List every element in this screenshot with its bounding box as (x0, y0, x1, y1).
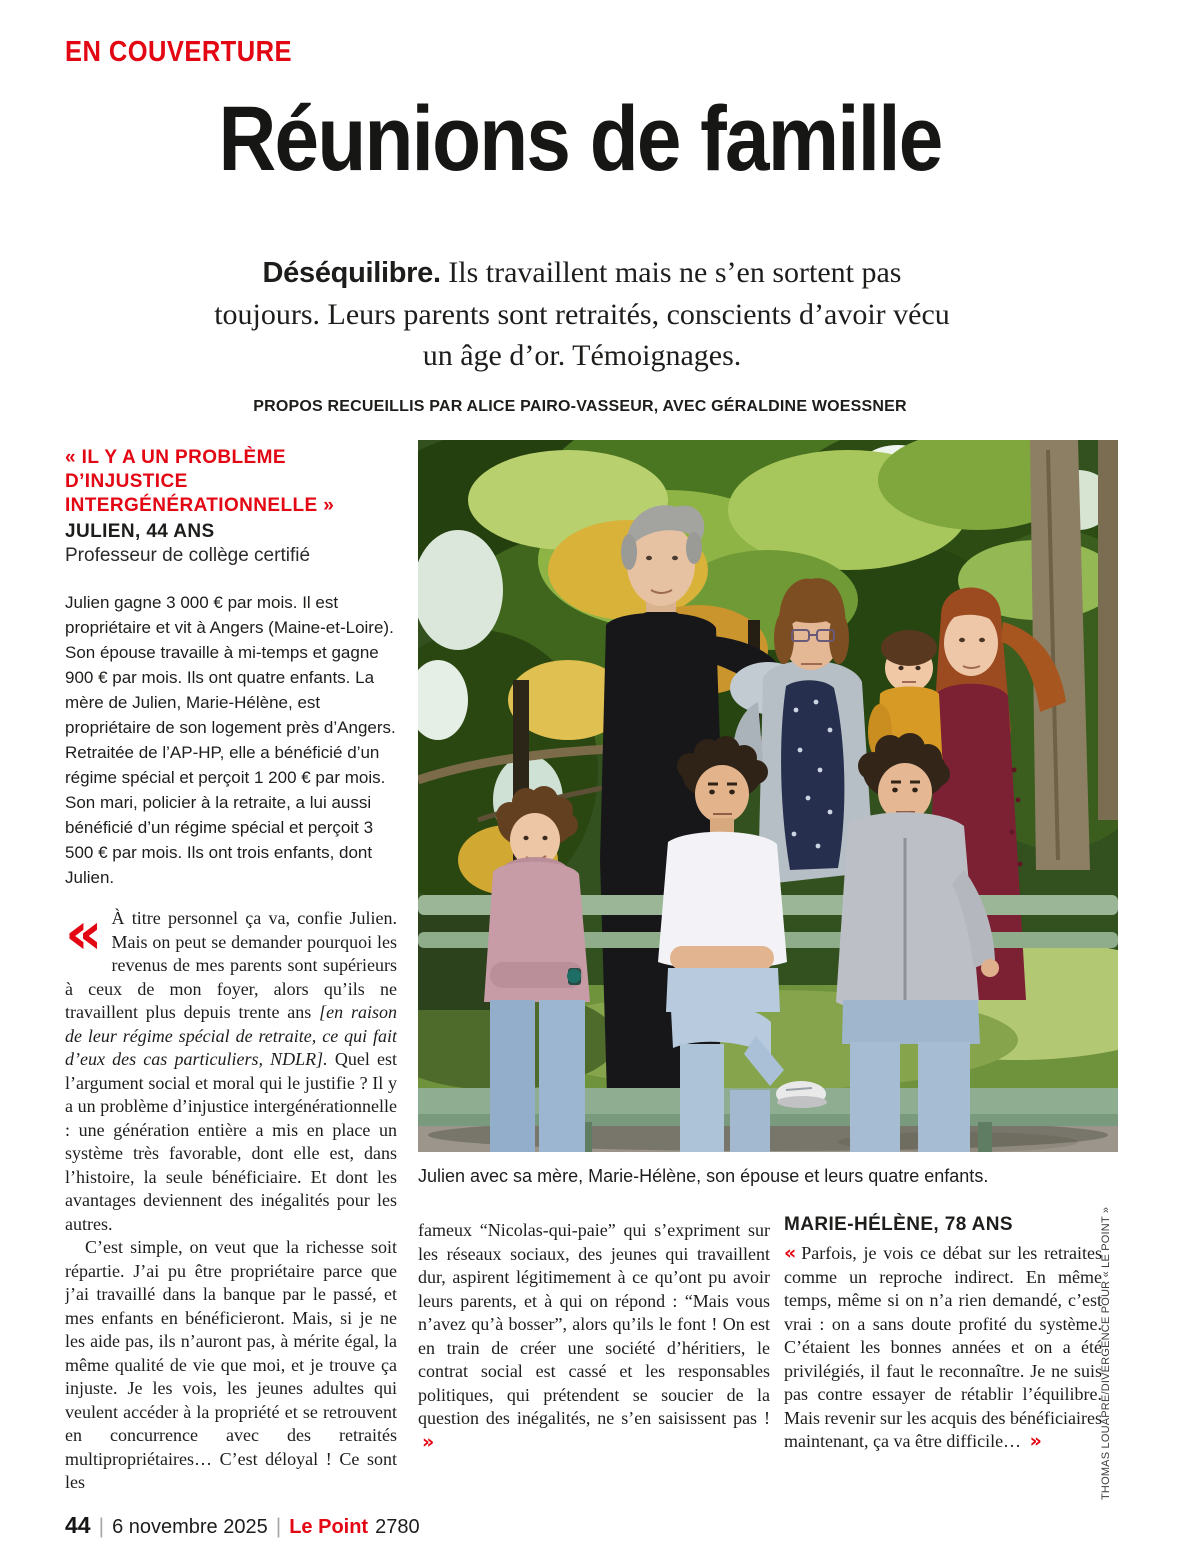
standfirst-text: Ils travaillent mais ne s’en sortent pas toujours. Leurs parents sont retraités, conscients d’avoir vécu un âge d’or. Témoignages. (214, 256, 950, 372)
julien-quote-text-3: fameux “Nicolas-qui-paie” qui s’expriment sur les réseaux sociaux, des jeunes qui travaillent dur, aspirent légitimement à ce qu’ont pu avoir leurs parents, et à qui on répond : “Mais vous n’avez qu’à bosser”, alors qu’ils le font ! On est en train de créer une société d’héritiers, le contrat social est cassé et les responsables politiques, qui prétendent se soucier de la question des inégalités, ne s’en saisissent pas ! (418, 1220, 770, 1428)
standfirst-lead: Déséquilibre. (262, 257, 441, 289)
column-marie-helene (784, 1213, 1102, 1505)
family-photo-illustration (418, 440, 1118, 1152)
julien-quote-paragraph-3 (418, 1219, 770, 1454)
julien-quote-text-1: À titre personnel ça va, confie Julien. Mais on peut se demander pourquoi les revenus de mes parents sont supérieurs à ceux de mon foyer, alors qu’ils ne travaillent plus depuis trente ans (65, 908, 397, 1022)
section-kicker: EN COUVERTURE (65, 36, 292, 68)
article-title: Réunions de famille (218, 88, 942, 190)
julien-quote-text-2: Quel est l’argument social et moral qui le justifie ? Il y a un problème d’injustice intergénérationnelle : une génération entière a mis en place un système très favorable, dont elle est, dans l’histoire, la seule bénéficiaire. Et dont les avantages deviennent des inégalités pour les autres. (65, 1049, 397, 1234)
column-julien-continued (418, 1219, 770, 1505)
closing-guillemet-icon: » (422, 1430, 435, 1453)
page-footer (65, 1512, 420, 1539)
issue-number: 2780 (375, 1516, 420, 1538)
julien-quote-heading: « IL Y A UN PROBLÈME D’INJUSTICE INTERGÉNÉRATIONNELLE » (65, 447, 335, 516)
issue-date: 6 novembre 2025 (112, 1516, 268, 1538)
marie-helene-quote-text: Parfois, je vois ce débat sur les retraites comme un reproche indirect. En même temps, même si on n’a rien demandé, c’est vrai : on a sans doute profité du système. C’étaient les bonnes années et on a été privilégiés, il faut le reconnaître. Je ne suis pas contre essayer de rétablir l’équilibre. Mais revenir sur les acquis des bénéficiaires maintenant, ça va être difficile… (784, 1243, 1102, 1451)
footer-separator: | (275, 1515, 282, 1538)
page-number: 44 (65, 1512, 91, 1538)
magazine-name: Le Point (289, 1516, 369, 1538)
julien-name: JULIEN, 44 ANS (65, 521, 215, 542)
footer-separator: | (98, 1515, 105, 1538)
opening-guillemet-icon: « (784, 1242, 797, 1264)
marie-helene-name: MARIE-HÉLÈNE, 78 ANS (784, 1214, 1013, 1235)
julien-role: Professeur de collège certifié (65, 545, 311, 566)
closing-guillemet-icon: » (1029, 1430, 1042, 1452)
family-photo (418, 440, 1118, 1152)
column-julien (65, 446, 397, 1505)
standfirst (210, 252, 954, 376)
julien-bio: Julien gagne 3 000 € par mois. Il est propriétaire et vit à Angers (Maine-et-Loire). Son épouse travaille à mi-temps et gagne 900 € par mois. Ils ont quatre enfants. La mère de Julien, Marie-Hélène, est propriétaire de son logement près d’Angers. Retraitée de l’AP-HP, elle a bénéficié d’un régime spécial et perçoit 1 200 € par mois. Son mari, policier à la retraite, a lui aussi bénéficié d’un régime spécial et perçoit 3 500 € par mois. Ils ont trois enfants, dont Julien. (65, 593, 396, 887)
julien-quote-paragraph (65, 899, 397, 1236)
marie-helene-quote (784, 1242, 1102, 1454)
julien-quote-paragraph-2: C’est simple, on veut que la richesse soit répartie. J’ai pu être propriétaire parce que j’ai travaillé dans la banque par le passé, et mes enfants en bénéficieront. Mais, si je ne les aide pas, ils n’auront pas, à mérite égal, la même qualité de vie que moi, et je trouve ça injuste. Je les vois, les jeunes adultes qui veulent accéder à la propriété et se retrouvent en concurrence avec des retraités multipropriétaires… C’est déloyal ! Ce sont les (65, 1237, 397, 1492)
opening-guillemet-icon: « (65, 899, 103, 967)
julien-quote-editorial-note: [en raison de leur régime spécial de retraite, ce qui fait d’eux des cas particuliers, NDLR]. (65, 1002, 397, 1069)
photo-credit: THOMAS LOUAPRE/DIVERGENCE POUR « LE POINT » (1100, 1206, 1112, 1500)
photo-caption: Julien avec sa mère, Marie-Hélène, son épouse et leurs quatre enfants. (418, 1166, 989, 1186)
byline: PROPOS RECUEILLIS PAR ALICE PAIRO-VASSEUR, AVEC GÉRALDINE WOESSNER (253, 398, 907, 415)
